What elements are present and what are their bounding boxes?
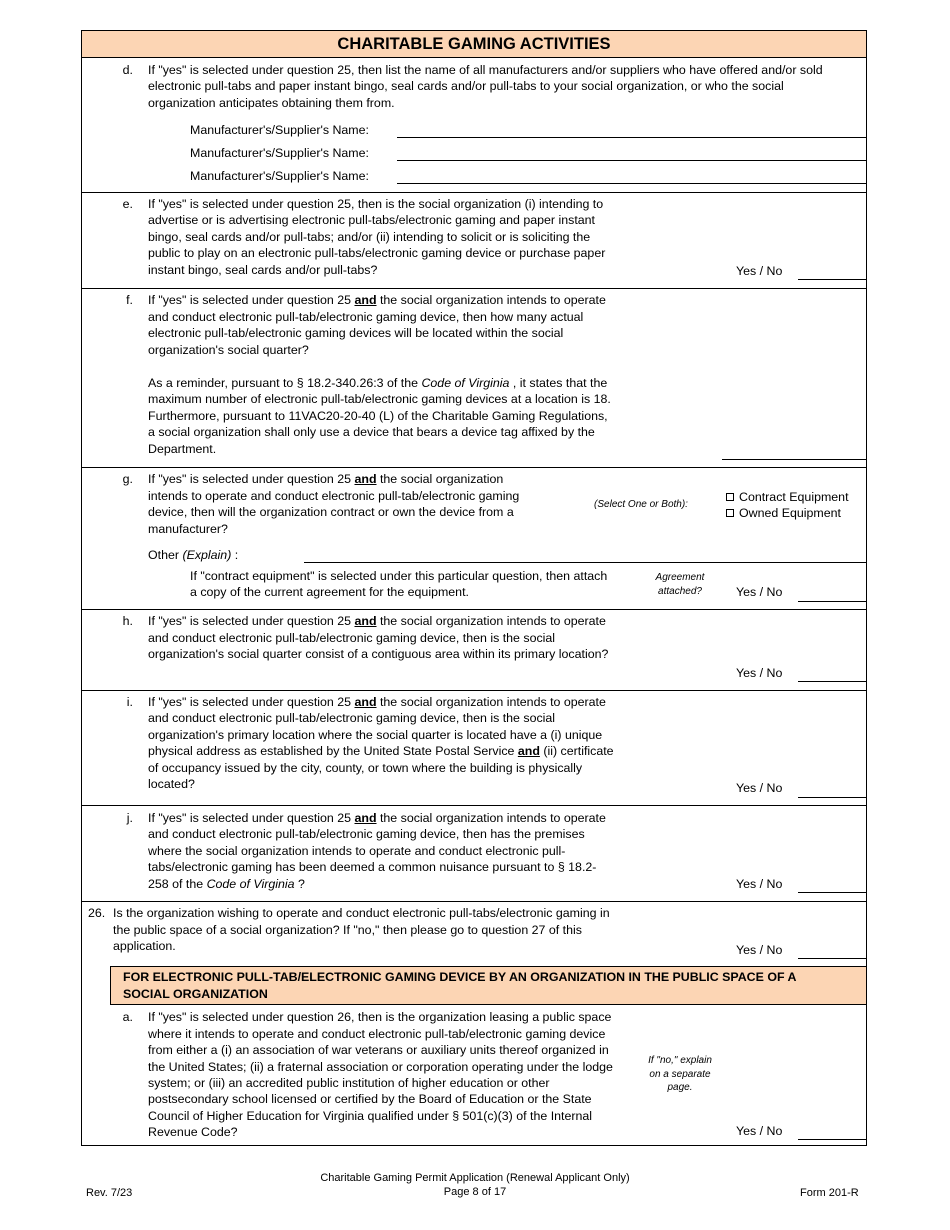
question-letter: j. <box>126 811 133 825</box>
yes-no-label: Yes / No <box>736 781 783 795</box>
supplier-name-field[interactable] <box>397 160 867 161</box>
question-26a-line: system; or (iii) an accredited public institution of higher education or other <box>148 1076 550 1090</box>
question-number: 26. <box>88 906 106 920</box>
question-26a-line: the United States; (ii) a fraternal association or corporation operating under the lodge <box>148 1060 613 1074</box>
checkbox-icon[interactable] <box>726 493 734 501</box>
question-f-line: organization's social quarter? <box>148 343 309 357</box>
answer-field[interactable] <box>798 279 867 280</box>
question-e-line: advertise or is advertising electronic pull-tabs/electronic gaming and paper instant <box>148 213 595 227</box>
answer-field[interactable] <box>798 601 867 602</box>
form-number: Form 201-R <box>800 1187 859 1199</box>
other-explain-field[interactable] <box>304 562 867 563</box>
explain-note: If "no," explain on a separate page. <box>648 1055 712 1093</box>
yes-no-label: Yes / No <box>736 264 783 278</box>
supplier-name-label: Manufacturer's/Supplier's Name: <box>190 169 369 183</box>
question-j-line: 258 of the Code of Virginia ? <box>148 877 305 891</box>
section-title: CHARITABLE GAMING ACTIVITIES <box>81 30 867 58</box>
question-e-line: If "yes" is selected under question 25, then is the social organization (i) intending to <box>148 197 604 211</box>
answer-field[interactable] <box>798 1139 867 1140</box>
divider <box>81 192 867 193</box>
footer-center: Charitable Gaming Permit Application (Renewal Applicant Only) Page 8 of 17 <box>320 1172 630 1198</box>
question-26a-line: postsecondary school licensed or certified by the Board of Education or the State <box>148 1092 592 1106</box>
supplier-name-field[interactable] <box>397 183 867 184</box>
question-26a-line: Revenue Code? <box>148 1125 238 1139</box>
question-f-line: If "yes" is selected under question 25 and the social organization intends to operate <box>148 293 606 307</box>
question-26a-line: If "yes" is selected under question 26, then is the organization leasing a public space <box>148 1010 612 1024</box>
divider <box>81 901 867 902</box>
question-letter: d. <box>122 63 133 77</box>
contract-note-line: a copy of the current agreement for the equipment. <box>190 585 469 599</box>
answer-field[interactable] <box>798 958 867 959</box>
question-26-line: Is the organization wishing to operate and conduct electronic pull-tabs/electronic gaming in <box>113 906 610 920</box>
subsection-header: FOR ELECTRONIC PULL-TAB/ELECTRONIC GAMING DEVICE BY AN ORGANIZATION IN THE PUBLIC SPACE OF A SOCIAL ORGANIZATION <box>110 966 867 1005</box>
yes-no-label: Yes / No <box>736 877 783 891</box>
answer-field[interactable] <box>798 681 867 682</box>
divider <box>81 288 867 289</box>
answer-field[interactable] <box>798 892 867 893</box>
divider <box>81 805 867 806</box>
question-g-line: device, then will the organization contract or own the device from a <box>148 505 514 519</box>
yes-no-label: Yes / No <box>736 943 783 957</box>
question-d-line: organization anticipates obtaining them from. <box>148 96 395 110</box>
question-g-line: If "yes" is selected under question 25 and the social organization <box>148 472 504 486</box>
other-label: Other (Explain) : <box>148 548 239 562</box>
supplier-name-field[interactable] <box>397 137 867 138</box>
yes-no-label: Yes / No <box>736 666 783 680</box>
question-letter: g. <box>122 472 133 486</box>
question-i-line: located? <box>148 777 195 791</box>
question-h-line: If "yes" is selected under question 25 and the social organization intends to operate <box>148 614 606 628</box>
question-i-line: of occupancy issued by the city, county, or town where the building is physically <box>148 761 583 775</box>
question-letter: e. <box>122 197 133 211</box>
question-f-line: electronic pull-tab/electronic gaming devices will be located within the social <box>148 326 564 340</box>
reminder-line: Furthermore, pursuant to 11VAC20-20-40 (L) of the Charitable Gaming Regulations, <box>148 409 608 423</box>
reminder-line: a social organization shall only use a device that bears a device tag affixed by the <box>148 425 595 439</box>
question-26a-line: from either a (i) an association of war veterans or auxiliary units thereof organized in <box>148 1043 609 1057</box>
reminder-line: As a reminder, pursuant to § 18.2-340.26:3 of the Code of Virginia , it states that the <box>148 376 608 390</box>
device-count-field[interactable] <box>722 459 867 460</box>
select-note: (Select One or Both): <box>594 499 688 510</box>
contract-note-line: If "contract equipment" is selected under this particular question, then attach <box>190 569 608 583</box>
yes-no-label: Yes / No <box>736 585 783 599</box>
question-j-line: tabs/electronic gaming has been deemed a common nuisance pursuant to § 18.2- <box>148 860 597 874</box>
question-f-line: and conduct electronic pull-tab/electronic gaming device, then how many actual <box>148 310 584 324</box>
owned-equipment-option[interactable]: Owned Equipment <box>726 505 841 522</box>
question-letter: a. <box>122 1010 133 1024</box>
reminder-line: Department. <box>148 442 217 456</box>
question-g-line: intends to operate and conduct electronic pull-tab/electronic gaming <box>148 489 520 503</box>
question-i-line: organization's primary location where the social quarter is located have a (i) unique <box>148 728 603 742</box>
question-i-line: and conduct electronic pull-tab/electronic gaming device, then is the social <box>148 711 556 725</box>
yes-no-label: Yes / No <box>736 1124 783 1138</box>
reminder-line: maximum number of electronic pull-tab/electronic gaming devices at a location is 18. <box>148 392 611 406</box>
divider <box>81 690 867 691</box>
question-d-line: electronic pull-tabs and paper instant bingo, seal cards and/or pull-tabs to your social organization, or who the social <box>148 79 784 93</box>
question-26a-line: where it intends to operate and conduct electronic pull-tab/electronic gaming device <box>148 1027 606 1041</box>
question-j-line: where the social organization intends to operate and conduct electronic pull- <box>148 844 566 858</box>
answer-field[interactable] <box>798 797 867 798</box>
question-e-line: instant bingo, seal cards and/or pull-tabs? <box>148 263 378 277</box>
question-26-line: the public space of a social organization? If "no," then please go to question 27 of this <box>113 923 582 937</box>
question-g-line: manufacturer? <box>148 522 228 536</box>
question-j-line: If "yes" is selected under question 25 and the social organization intends to operate <box>148 811 606 825</box>
question-h-line: organization's social quarter consist of a contiguous area within its primary location? <box>148 647 609 661</box>
question-26a-line: Council of Higher Education for Virginia qualified under § 501(c)(3) of the Internal <box>148 1109 593 1123</box>
agreement-note: Agreement attached? <box>655 572 705 597</box>
supplier-name-label: Manufacturer's/Supplier's Name: <box>190 146 369 160</box>
question-h-line: and conduct electronic pull-tab/electronic gaming device, then is the social <box>148 631 556 645</box>
divider <box>81 609 867 610</box>
contract-equipment-option[interactable]: Contract Equipment <box>726 489 849 506</box>
checkbox-icon[interactable] <box>726 509 734 517</box>
question-i-line: If "yes" is selected under question 25 and the social organization intends to operate <box>148 695 606 709</box>
question-e-line: public to play on an electronic pull-tabs/electronic gaming device or purchase paper <box>148 246 606 260</box>
question-j-line: and conduct electronic pull-tab/electronic gaming device, then has the premises <box>148 827 585 841</box>
question-i-line: physical address as established by the United State Postal Service and (ii) certificate <box>148 744 614 758</box>
question-26-line: application. <box>113 939 176 953</box>
question-letter: f. <box>126 293 133 307</box>
divider <box>81 467 867 468</box>
supplier-name-label: Manufacturer's/Supplier's Name: <box>190 123 369 137</box>
question-letter: h. <box>122 614 133 628</box>
question-d-line: If "yes" is selected under question 25, then list the name of all manufacturers and/or suppliers who have offered and/or sold <box>148 63 823 77</box>
revision-label: Rev. 7/23 <box>86 1187 133 1199</box>
question-letter: i. <box>126 695 133 709</box>
question-e-line: bingo, seal cards and/or pull-tabs; and/or (ii) intending to solicit or is soliciting the <box>148 230 591 244</box>
